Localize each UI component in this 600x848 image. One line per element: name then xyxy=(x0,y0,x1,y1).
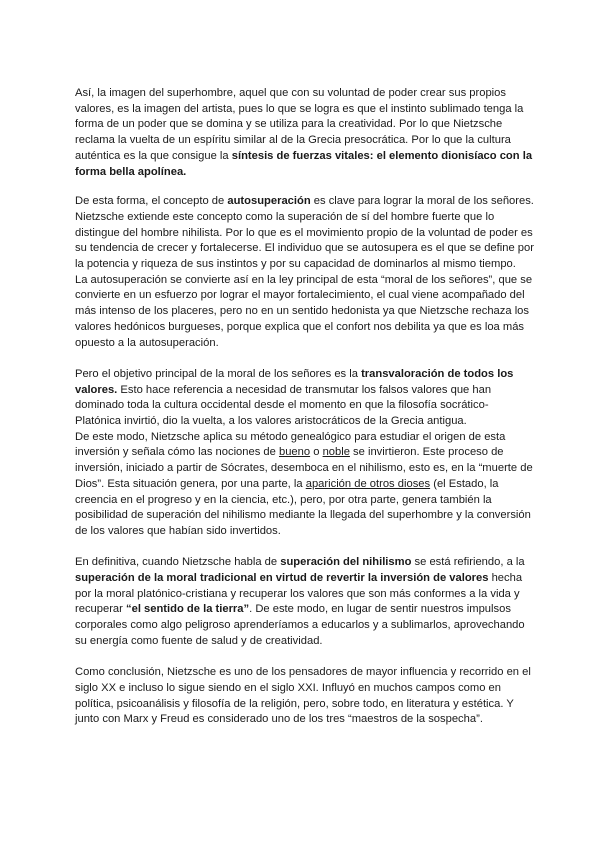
text-line xyxy=(75,618,530,634)
text-run: De este modo, Nietzsche aplica su método genealógico para estudiar el origen de esta xyxy=(75,430,506,443)
text-line xyxy=(75,273,533,289)
text-run: su energía como fuente de salud y de creatividad. xyxy=(75,634,323,647)
text-line xyxy=(75,133,530,149)
bold-text: valores. xyxy=(75,383,118,396)
text-run: por la moral platónico-cristiana y recuperar los valores que son más conformes a la vida y xyxy=(75,587,520,600)
paragraph xyxy=(75,86,533,180)
bold-text: síntesis de fuerzas vitales: el elemento dionisíaco con la xyxy=(231,149,533,162)
text-line xyxy=(75,149,533,165)
text-run: En definitiva, cuando Nietzsche habla de xyxy=(75,556,281,569)
text-line xyxy=(75,571,530,587)
text-line xyxy=(75,634,530,650)
text-line xyxy=(75,697,530,713)
text-run: distingue del hombre nihilista. Por lo que es el movimiento propio de la voluntad de poder es xyxy=(75,226,533,239)
text-line xyxy=(75,414,530,430)
text-run: dominado toda la cultura occidental desde el momento en que la filosofía socrático- xyxy=(75,399,489,412)
text-run: posibilidad de superación del nihilismo mediante la llegada del superhombre y la conversión xyxy=(75,509,531,522)
text-line xyxy=(75,320,530,336)
text-run: la potencia y riqueza de sus instintos y por su capacidad de dominarlos al mismo tiempo. xyxy=(75,258,516,271)
text-line xyxy=(75,712,530,728)
bold-text: superación de la moral tradicional en virtud de revertir la inversión de valores xyxy=(75,572,489,585)
text-run: hecha xyxy=(488,572,523,585)
text-line xyxy=(75,445,530,461)
text-line xyxy=(75,681,530,697)
text-run: opuesto a la autosuperación. xyxy=(75,336,219,349)
text-line xyxy=(75,461,533,477)
text-line xyxy=(75,477,530,493)
underlined-text: bueno xyxy=(278,446,311,459)
text-run: Nietzsche extiende este concepto como la superación de sí del hombre fuerte que lo xyxy=(75,210,495,223)
text-run: más intenso de los placeres, pero no en un sentido hedonista ya que Nietzsche rechaza los xyxy=(75,305,529,318)
text-line xyxy=(75,257,530,273)
text-line xyxy=(75,430,530,446)
text-run: auténtica es la que consigue la xyxy=(75,149,232,162)
text-run: su tendencia de crecer y fortalecerse. El individuo que se autosupera es el que se define por xyxy=(75,242,534,255)
text-line xyxy=(75,304,530,320)
text-run: corporales como algo peligroso aprenderíamos a educarlos y a sublimarlos, aprovechando xyxy=(75,619,525,632)
text-run: se invirtieron. Este proceso de xyxy=(349,446,504,459)
text-run: (el Estado, la xyxy=(430,477,499,490)
text-run: . De este modo, en lugar de sentir nuestros impulsos xyxy=(249,603,511,616)
paragraph xyxy=(75,367,533,540)
text-line xyxy=(75,383,530,399)
text-line xyxy=(75,555,530,571)
text-run: Platónica invirtió, dio la vuelta, a los valores aristocráticos de la Grecia antigua. xyxy=(75,415,467,428)
text-run: inversión y señala cómo las nociones de xyxy=(75,446,279,459)
document-page xyxy=(75,86,534,744)
text-run: forma de un poder que se domina y se utiliza para la creatividad. Por lo que Nietzsche xyxy=(75,118,503,131)
text-line xyxy=(75,602,530,618)
text-run: siglo XX e incluso lo sigue siendo en el siglo XXI. Influyó en muchos campos como en xyxy=(75,681,501,694)
text-run: se está refiriendo, a la xyxy=(411,556,525,569)
text-line xyxy=(75,241,534,257)
text-line xyxy=(75,587,530,603)
text-line xyxy=(75,102,530,118)
text-line xyxy=(75,226,533,242)
text-run: recuperar xyxy=(75,603,126,616)
text-run: valores hedónicos burgueses, porque explica que el confort nos debilita ya que es loa más xyxy=(75,320,525,333)
bold-text: forma bella apolínea. xyxy=(75,165,187,178)
text-line xyxy=(75,86,530,102)
bold-text: “el sentido de la tierra” xyxy=(126,603,250,616)
text-run: Pero el objetivo principal de la moral de los señores es la xyxy=(75,367,362,380)
text-run: La autosuperación se convierte así en la ley principal de esta “moral de los señores”, que se xyxy=(75,273,533,286)
text-run: de los valores que habían sido invertidos. xyxy=(75,524,281,537)
underlined-text: noble xyxy=(322,446,350,459)
text-line xyxy=(75,493,530,509)
text-run: inversión, iniciado a partir de Sócrates, desemboca en el nihilismo, esto es, en la “muerte de xyxy=(75,462,533,475)
text-line xyxy=(75,194,534,210)
paragraph xyxy=(75,665,530,728)
text-run: política, psicoanálisis y filosofía de la religión, pero, sobre todo, en literatura y estética. Y xyxy=(75,697,514,710)
text-run: Así, la imagen del superhombre, aquel que con su voluntad de poder crear sus propios xyxy=(75,87,506,99)
paragraph xyxy=(75,555,530,649)
text-run: convierte en un esfuerzo por lograr el mayor fortalecimiento, el cual viene acompañado del xyxy=(75,289,525,302)
paragraph xyxy=(75,194,534,351)
bold-text: transvaloración de todos los xyxy=(361,367,514,380)
text-run: reclama la vuelta de un espíritu similar al de la Grecia presocrática. Por lo que la cultura xyxy=(75,134,511,147)
underlined-text: aparición de otros dioses xyxy=(305,477,431,490)
bold-text: autosuperación xyxy=(227,195,311,208)
text-run: creencia en el progreso y en la ciencia, etc.), pero, por otra parte, genera también la xyxy=(75,493,492,506)
text-run: junto con Marx y Freud es considerado uno de los tres “maestros de la sospecha”. xyxy=(75,713,483,726)
text-line xyxy=(75,288,530,304)
text-line xyxy=(75,665,530,681)
text-line xyxy=(75,508,530,524)
text-line xyxy=(75,117,530,133)
text-run: Como conclusión, Nietzsche es uno de los pensadores de mayor influencia y recorrido en el xyxy=(75,666,531,679)
text-run: De esta forma, el concepto de xyxy=(75,195,228,208)
text-line xyxy=(75,336,530,352)
text-run: o xyxy=(310,446,323,459)
text-run: es clave para lograr la moral de los señores. xyxy=(310,195,534,208)
text-line xyxy=(75,165,530,181)
bold-text: superación del nihilismo xyxy=(280,556,412,569)
text-run: valores, es la imagen del artista, pues lo que se logra es que el instinto sublimado tenga la xyxy=(75,102,524,115)
text-line xyxy=(75,367,530,383)
text-run: Dios”. Esta situación genera, por una parte, la xyxy=(75,477,306,490)
text-line xyxy=(75,524,530,540)
text-line xyxy=(75,210,530,226)
text-run: Esto hace referencia a necesidad de transmutar los falsos valores que han xyxy=(117,383,492,396)
text-line xyxy=(75,398,530,414)
